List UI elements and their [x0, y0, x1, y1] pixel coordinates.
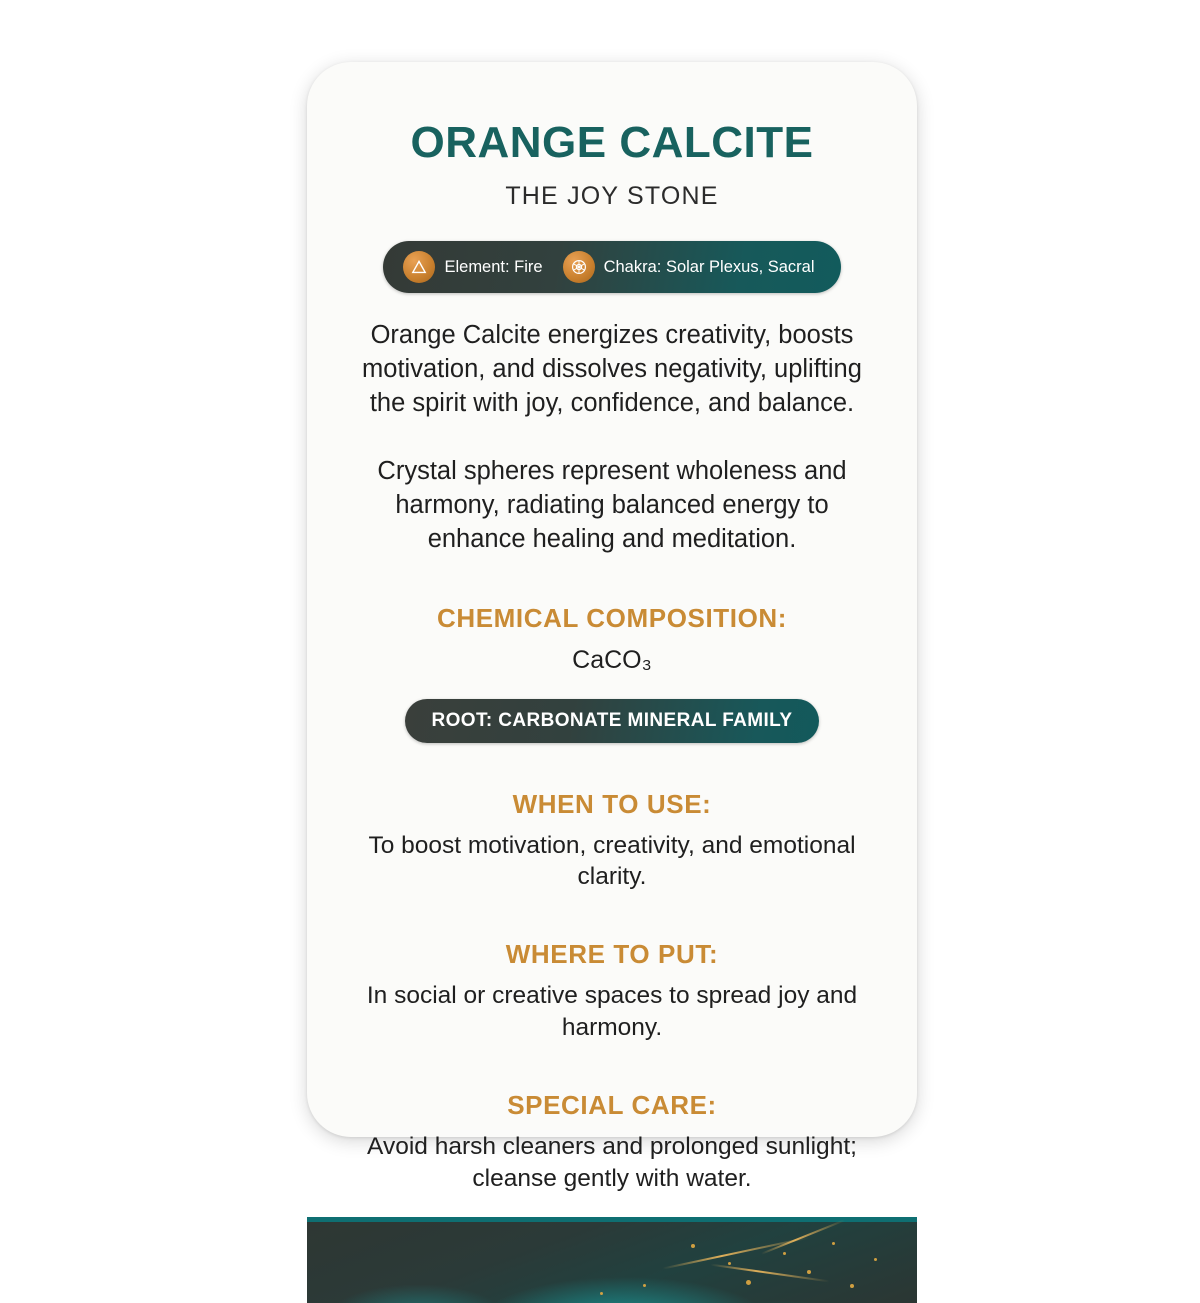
crystal-info-card — [307, 62, 917, 1192]
special-care-text: Avoid harsh cleaners and prolonged sunlight; cleanse gently with water. — [367, 1133, 857, 1192]
bottom-spacer — [345, 1195, 879, 1217]
root-pill-row — [345, 699, 879, 743]
chemical-formula: CaCO₃ — [572, 645, 652, 674]
card-subtitle: THE JOY STONE — [505, 182, 719, 211]
page-title: ORANGE CALCITE — [410, 118, 814, 167]
triangle-fire-icon — [403, 251, 435, 283]
when-to-use-text: To boost motivation, creativity, and emotional clarity. — [368, 831, 856, 891]
card-body — [307, 62, 917, 1217]
special-care-heading: SPECIAL CARE: — [507, 1090, 717, 1120]
where-to-put-text: In social or creative spaces to spread joy and harmony. — [366, 982, 858, 1042]
attribute-element-label: Element: Fire — [444, 257, 543, 276]
attribute-chakra-label: Chakra: Solar Plexus, Sacral — [603, 257, 815, 276]
where-to-put-heading: WHERE TO PUT: — [505, 939, 719, 970]
attributes-pill — [383, 241, 840, 293]
root-family-badge: ROOT: CARBONATE MINERAL FAMILY — [405, 699, 818, 743]
attribute-chakra — [553, 251, 825, 283]
description-paragraph-1: Orange Calcite energizes creativity, boosts motivation, and dissolves negativity, uplifting the spirit with joy, confidence, and balance. — [362, 321, 862, 417]
attributes-row — [345, 241, 879, 293]
card-footer — [307, 1217, 917, 1303]
attribute-element — [393, 251, 552, 283]
decorative-marble-artwork — [307, 1222, 917, 1303]
chakra-flower-icon — [563, 251, 595, 283]
chemical-composition-heading: CHEMICAL COMPOSITION: — [436, 602, 788, 633]
when-to-use-heading: WHEN TO USE: — [512, 788, 712, 819]
description-paragraph-2: Crystal spheres represent wholeness and harmony, radiating balanced energy to enhance healing and meditation. — [377, 456, 847, 553]
